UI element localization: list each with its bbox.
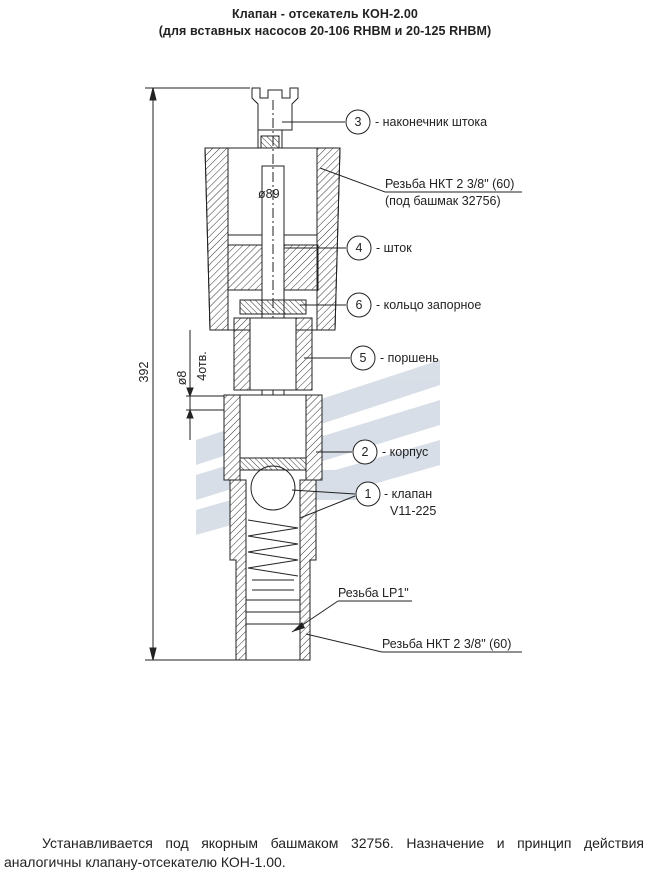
caption-text: Устанавливается под якорным башмаком 32756. Назначение и принцип действия аналогичны клапану-отсекателю КОН-1.00. [4, 835, 644, 870]
diagram-subtitle: (для вставных насосов 20-106 RHBM и 20-125 RHBM) [158, 24, 492, 38]
callout-5 [304, 346, 439, 370]
callout-5-number: 5 [359, 351, 367, 365]
thread-top-line2: (под башмак 32756) [385, 194, 501, 208]
callout-6-number: 6 [355, 298, 363, 312]
thread-top-line1: Резьба НКТ 2 3/8" (60) [385, 177, 515, 191]
callout-3 [282, 110, 487, 134]
diameter-89-label: ø89 [258, 187, 280, 201]
callout-5-label: - поршень [380, 351, 439, 365]
holes-diameter-label: ø8 [175, 370, 189, 386]
callout-2-number: 2 [361, 445, 369, 459]
callout-2-label: - корпус [382, 445, 429, 459]
callout-1-number: 1 [364, 487, 372, 501]
thread-bottom-callout [306, 634, 522, 652]
callout-4-label: - шток [376, 241, 412, 255]
callout-1-model: V11-225 [390, 504, 437, 518]
callout-3-label: - наконечник штока [375, 115, 488, 129]
thread-top-callout [320, 168, 522, 208]
dimension-392-label: 392 [137, 361, 151, 383]
callout-3-number: 3 [354, 115, 362, 129]
holes-count-label: 4отв. [195, 351, 209, 381]
callout-1-label: - клапан [384, 487, 433, 501]
diagram-title: Клапан - отсекатель КОН-2.00 [232, 7, 418, 21]
callout-6-label: - кольцо запорное [376, 298, 482, 312]
callout-4-number: 4 [355, 241, 363, 255]
valve-body [205, 88, 340, 660]
thread-bottom-label: Резьба НКТ 2 3/8" (60) [382, 637, 512, 651]
thread-lp-label: Резьба LP1" [338, 586, 409, 600]
